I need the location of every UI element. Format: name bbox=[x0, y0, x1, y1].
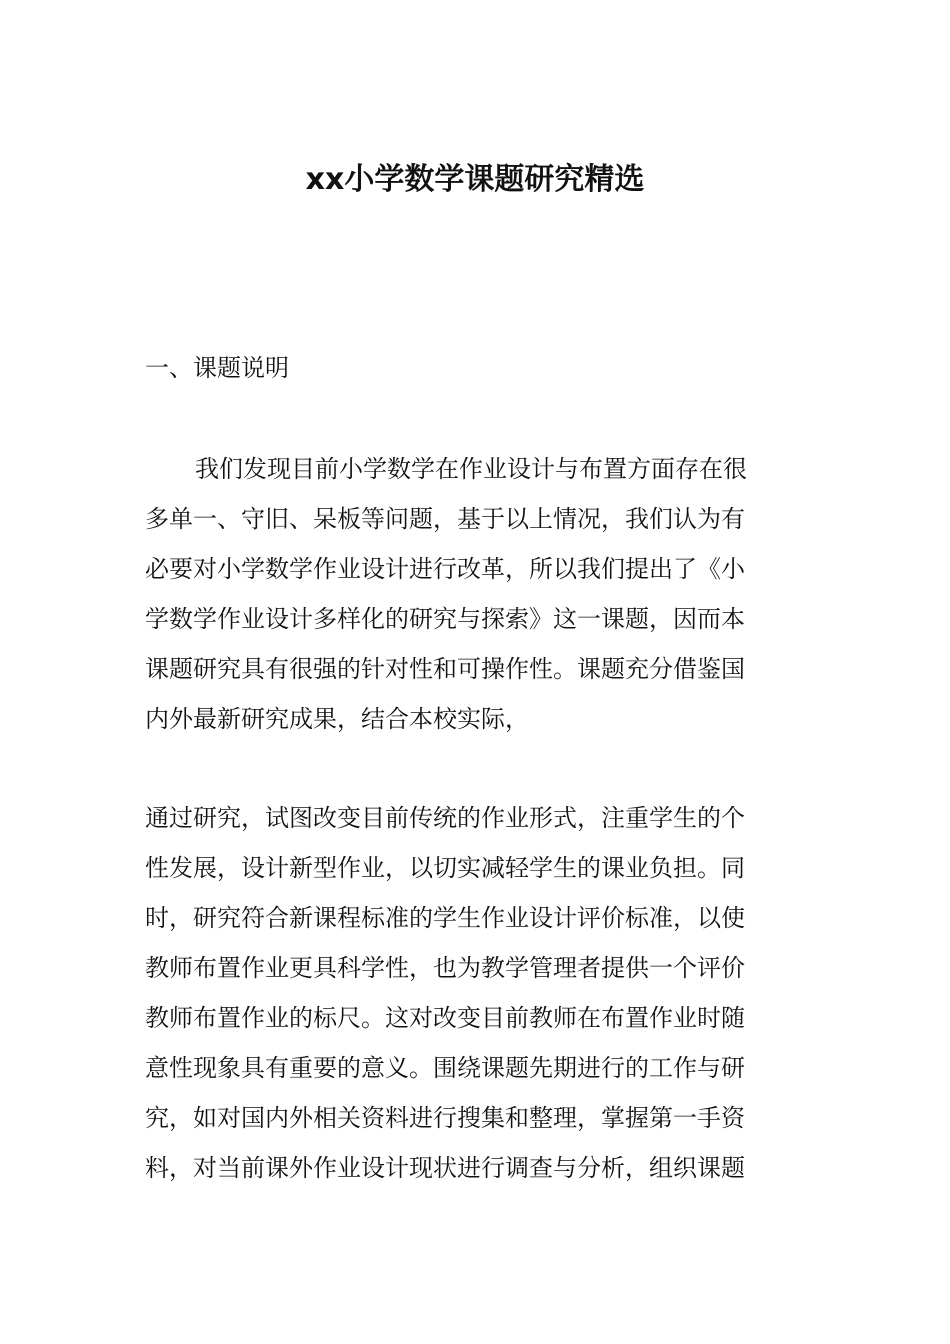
paragraph-line: 意性现象具有重要的意义。围绕课题先期进行的工作与研 bbox=[145, 1054, 745, 1082]
paragraph-line: 学数学作业设计多样化的研究与探索》这一课题，因而本 bbox=[145, 605, 745, 633]
paragraph-line: 时，研究符合新课程标准的学生作业设计评价标准，以使 bbox=[145, 904, 745, 932]
paragraph-1 bbox=[145, 444, 810, 744]
paragraph-line: 通过研究，试图改变目前传统的作业形式，注重学生的个 bbox=[145, 804, 745, 832]
document-title: xx小学数学课题研究精选 bbox=[305, 162, 645, 197]
paragraph-2 bbox=[145, 793, 810, 1193]
paragraph-line: 究，如对国内外相关资料进行搜集和整理，掌握第一手资 bbox=[145, 1104, 745, 1132]
paragraph-line: 性发展，设计新型作业，以切实减轻学生的课业负担。同 bbox=[145, 854, 745, 882]
paragraph-line: 内外最新研究成果，结合本校实际， bbox=[145, 705, 529, 733]
paragraph-line: 教师布置作业更具科学性，也为教学管理者提供一个评价 bbox=[145, 954, 745, 982]
paragraph-line: 教师布置作业的标尺。这对改变目前教师在布置作业时随 bbox=[145, 1004, 745, 1032]
paragraph-line: 我们发现目前小学数学在作业设计与布置方面存在很 bbox=[195, 455, 747, 483]
paragraph-line: 料，对当前课外作业设计现状进行调查与分析，组织课题 bbox=[145, 1154, 745, 1182]
paragraph-line: 必要对小学数学作业设计进行改革，所以我们提出了《小 bbox=[145, 555, 745, 583]
paragraph-line: 课题研究具有很强的针对性和可操作性。课题充分借鉴国 bbox=[145, 655, 745, 683]
paragraph-line: 多单一、守旧、呆板等问题，基于以上情况，我们认为有 bbox=[145, 505, 745, 533]
section-heading: 一、课题说明 bbox=[145, 354, 289, 382]
